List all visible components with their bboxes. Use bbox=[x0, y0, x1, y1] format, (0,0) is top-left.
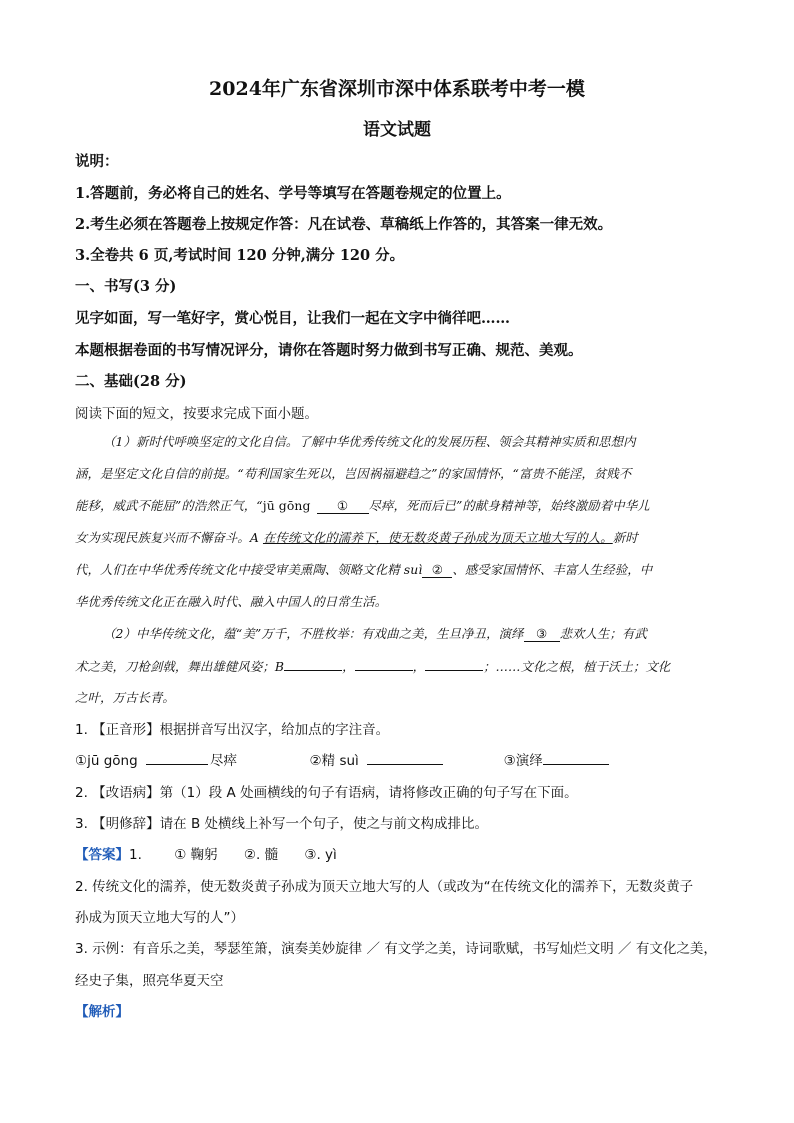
option-3-blank bbox=[543, 750, 609, 765]
blank-3: ③ bbox=[524, 626, 560, 642]
passage-text: 新时 bbox=[612, 530, 638, 545]
section-1-line-1: 见字如面，写一笔好字，赏心悦目，让我们一起在文字中徜徉吧…… bbox=[75, 310, 510, 327]
passage-p1-line-6: 华优秀传统文化正在融入时代、融入中国人的日常生活。 bbox=[75, 594, 388, 609]
answer-1 bbox=[75, 843, 337, 863]
pinyin-jugong: jū gōng bbox=[262, 498, 311, 513]
section-1-line-2: 本题根据卷面的书写情况评分，请你在答题时努力做到书写正确、规范、美观。 bbox=[75, 342, 583, 359]
answer-1-number: 1. bbox=[129, 847, 142, 863]
answer-label: 【答案】 bbox=[75, 847, 129, 863]
answer-3-line-1: 3. 示例：有音乐之美，琴瑟笙箫，演奏美妙旋律 ／ 有文学之美，诗词歌赋，书写灿烂文明 ／ 有文化之美， bbox=[75, 941, 717, 957]
instructions-heading: 说明： bbox=[75, 153, 119, 170]
analysis-label: 【解析】 bbox=[75, 1004, 129, 1020]
passage-text: 术之美，刀枪剑戟，舞出雄健风姿；B bbox=[75, 659, 285, 674]
passage-text: ；……文化之根，植于沃土；文化 bbox=[483, 659, 671, 674]
option-1-blank bbox=[146, 750, 208, 765]
answer-3-line-2: 经史子集，照亮华夏天空 bbox=[75, 973, 224, 989]
answer-1-item-3: ③. yì bbox=[304, 847, 337, 863]
blank-b-2 bbox=[355, 656, 413, 671]
passage-text: 悲欢人生；有武 bbox=[559, 626, 647, 641]
passage-p1-line-5 bbox=[75, 560, 652, 578]
passage-p2-line-2 bbox=[75, 656, 670, 675]
instruction-item-2: 2.考生必须在答题卷上按规定作答：凡在试卷、草稿纸上作答的，其答案一律无效。 bbox=[75, 216, 613, 233]
blank-2: ② bbox=[422, 562, 452, 578]
passage-p1-line-1: （1）新时代呼唤坚定的文化自信。了解中华优秀传统文化的发展历程、领会其精神实质和思想内 bbox=[103, 434, 636, 449]
option-1-suffix: 尽瘁 bbox=[209, 753, 237, 769]
blank-1: ① bbox=[317, 498, 369, 514]
option-2-label: ②精 suì bbox=[309, 753, 359, 769]
sentence-a-underlined: 在传统文化的濡养下，使无数炎黄子孙成为顶天立地大写的人。 bbox=[262, 530, 613, 545]
section-1-heading: 一、书写(3 分) bbox=[75, 278, 177, 295]
option-2-blank bbox=[367, 750, 443, 765]
passage-p1-line-2: 涵，是坚定文化自信的前提。“苟利国家生死以，岂因祸福避趋之”的家国情怀，“富贵不能淫，贫贱不 bbox=[75, 466, 632, 481]
question-3: 3. 【明修辞】请在 B 处横线上补写一个句子，使之与前文构成排比。 bbox=[75, 816, 489, 832]
instruction-item-3: 3.全卷共 6 页,考试时间 120 分钟,满分 120 分。 bbox=[75, 247, 405, 264]
option-3-label: ③演绎 bbox=[503, 753, 543, 769]
separator: ， bbox=[342, 659, 355, 674]
option-1-pinyin: ①jū gōng bbox=[75, 753, 138, 769]
question-1: 1. 【正音形】根据拼音写出汉字，给加点的字注音。 bbox=[75, 722, 390, 738]
section-2-intro: 阅读下面的短文，按要求完成下面小题。 bbox=[75, 406, 318, 422]
answer-2-line-2: 孙成为顶天立地大写的人”） bbox=[75, 910, 244, 926]
instruction-item-1: 1.答题前，务必将自己的姓名、学号等填写在答题卷规定的位置上。 bbox=[75, 185, 511, 202]
question-2: 2. 【改语病】第（1）段 A 处画横线的句子有语病，请将修改正确的句子写在下面。 bbox=[75, 785, 578, 801]
section-2-heading: 二、基础(28 分) bbox=[75, 373, 187, 390]
passage-p2-line-3: 之叶，万古长青。 bbox=[75, 690, 175, 705]
page-title: 2024年广东省深圳市深中体系联考中考一模 bbox=[209, 78, 585, 100]
answer-1-item-1: ① 鞠躬 bbox=[174, 847, 218, 863]
passage-p1-line-4 bbox=[75, 528, 638, 546]
passage-text: 、感受家国情怀、丰富人生经验，中 bbox=[452, 562, 653, 577]
passage-text: 代，人们在中华优秀传统文化中接受审美熏陶、领略文化精 suì bbox=[75, 562, 423, 577]
separator: ， bbox=[412, 659, 426, 674]
question-1-options bbox=[75, 749, 609, 769]
passage-p2-line-1 bbox=[103, 624, 647, 642]
answer-2-line-1: 2. 传统文化的濡养，使无数炎黄子孙成为顶天立地大写的人（或改为“在传统文化的濡养下，无数炎黄子 bbox=[75, 879, 694, 895]
blank-b-1 bbox=[284, 656, 342, 671]
passage-p1-line-3 bbox=[75, 496, 650, 514]
page-subtitle: 语文试题 bbox=[363, 120, 431, 140]
passage-text: 尽瘁，死而后已”的献身精神等，始终激励着中华儿 bbox=[368, 498, 650, 513]
blank-b-3 bbox=[425, 656, 483, 671]
passage-text: （2）中华传统文化，蕴“美”万千，不胜枚举：有戏曲之美，生旦净丑，演绎 bbox=[103, 626, 524, 641]
passage-text: 女为实现民族复兴而不懈奋斗。A bbox=[75, 530, 263, 545]
passage-text: 能移，威武不能屈”的浩然正气，“ bbox=[75, 498, 263, 513]
answer-1-item-2: ②. 髓 bbox=[243, 847, 279, 863]
